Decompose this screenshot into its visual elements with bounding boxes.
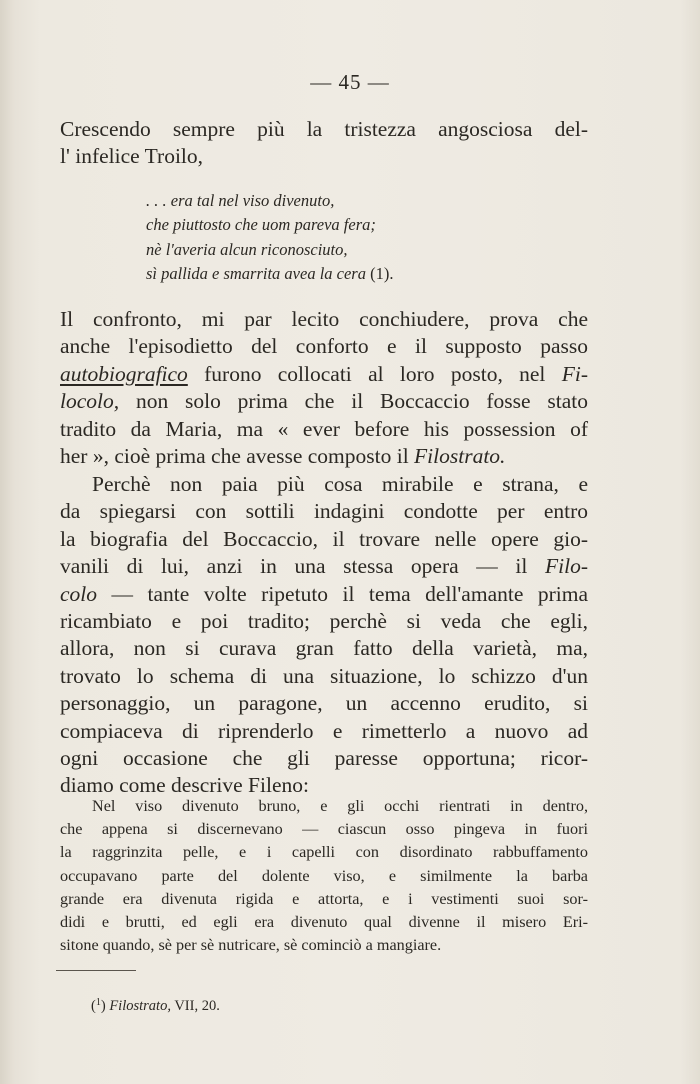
verse-line: . . . era tal nel viso divenuto, [146,191,335,210]
title-filocolo: Fi- [561,361,588,386]
quote-line: che appena si discernevano — ciascun osso pingeva in fuori [60,820,588,839]
quote-line: Nel viso divenuto bruno, e gli occhi rientrati in dentro, [92,797,588,815]
page-number: — 45 — [310,70,390,94]
title-filocolo: colo [60,581,98,606]
text-line: allora, non si curava gran fatto della varietà, ma, [60,636,588,661]
text-line: autobiografico furono collocati al loro posto, nel Fi- [60,361,588,386]
title-filostrato: Filostrato. [414,444,506,469]
quote-line: la raggrinzita pelle, e i capelli con disordinato rabbuffamento [60,843,588,862]
footnote-work-title: Filostrato, [109,998,171,1014]
footnote-mark: 1 [95,997,101,1008]
text-line: personaggio, un paragone, un accenno erudito, si [60,691,588,716]
text-line: colo — tante volte ripetuto il tema dell'amante prima [60,581,588,606]
intro-paragraph [60,116,588,171]
quote-line: grande era divenuta rigida e attorta, e i vestimenti suoi sor- [60,889,588,908]
text-line: vanili di lui, anzi in una stessa opera — il Filo- [60,554,588,579]
text-line: diamo come descrive Fileno: [60,773,309,798]
footnote-divider [56,970,136,971]
emphasis-autobiografico: autobiografico [60,361,188,386]
text-line: l' infelice Troilo, [60,144,204,169]
text-line: tradito da Maria, ma « ever before his possession of [60,416,588,441]
quote-line: didi e brutti, ed egli era divenuto qual divenne il misero Eri- [60,913,588,932]
verse-line: che piuttosto che uom pareva fera; [146,215,376,235]
text-line: trovato lo schema di una situazione, lo schizzo d'un [60,663,588,688]
block-quotation [60,795,588,957]
title-filocolo: Filo- [545,554,588,579]
text-line: locolo, non solo prima che il Boccaccio fosse stato [60,389,588,414]
quote-line: sitone quando, sè per sè nutricare, sè cominciò a mangiare. [60,936,442,955]
text-line: da spiegarsi con sottili indagini condotte per entro [60,499,588,524]
quote-line: occupavano parte del dolente viso, e similmente la barba [60,866,588,885]
verse-line: sì pallida e smarrita avea la cera (1). [146,263,394,283]
verse-line: nè l'averia alcun riconosciuto, [146,239,348,259]
text-line: la biografia del Boccaccio, il trovare nelle opere gio- [60,526,588,551]
paragraph-perche [60,471,588,800]
text-line: her », cioè prima che avesse composto il Filostrato. [60,444,506,469]
footnote-reference-text: VII, 20. [170,998,220,1014]
text-line: ricambiato e poi tradito; perchè si veda che egli, [60,609,588,634]
verse-quotation [146,189,393,286]
paragraph-confronto [60,306,588,470]
text-line: Il confronto, mi par lecito conchiudere, prova che [60,307,588,331]
text-line: ogni occasione che gli paresse opportuna; ricor- [60,746,588,771]
text-line: compiaceva di riprenderlo e rimetterlo a nuovo ad [60,718,588,743]
text-line: Perchè non paia più cosa mirabile e strana, e [92,472,588,496]
text-line: anche l'episodietto del conforto e il supposto passo [60,334,588,359]
text-line: Crescendo sempre più la tristezza angosciosa del- [60,117,588,141]
title-filocolo: locolo, [60,389,120,414]
footnote: ($^1$) Filostrato, VII, 20. [91,997,220,1014]
footnote-reference: (1). [370,263,394,283]
